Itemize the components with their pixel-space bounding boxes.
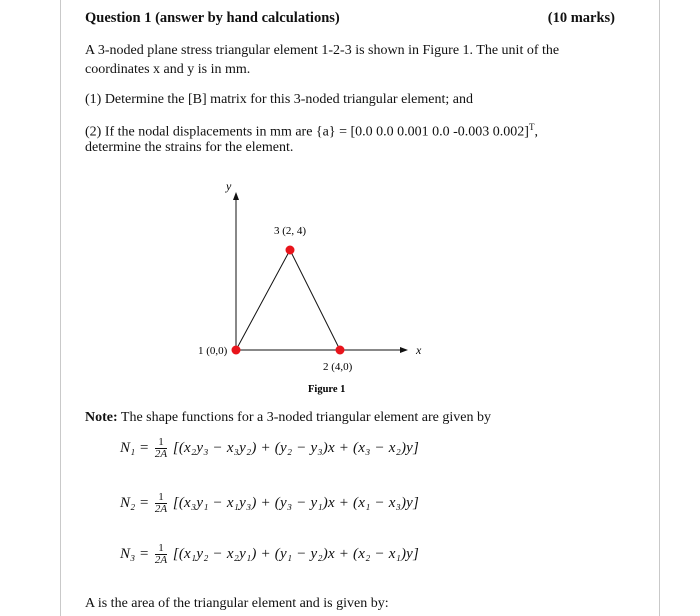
eq-numerator: 1: [155, 492, 167, 504]
eq-denominator: 2A: [154, 448, 168, 460]
part-2-tail: ,: [534, 124, 538, 140]
eq-rhs: [(x₁y₂ − x₂y₁) + (y₁ − y₂)x + (x₂ − x₁)y]: [172, 545, 420, 562]
eq-denominator: 2A: [154, 554, 168, 566]
shape-function-n1: [120, 437, 419, 460]
node-3: [286, 246, 295, 255]
shape-function-n2: [120, 492, 419, 515]
y-axis-arrow-icon: [233, 192, 239, 200]
eq-numerator: 1: [155, 437, 167, 449]
x-axis-arrow-icon: [400, 347, 408, 353]
eq-rhs: [(x₃y₁ − x₁y₃) + (y₃ − y₁)x + (x₁ − x₃)y]: [172, 494, 420, 511]
part-2-text: (2) If the nodal displacements in mm are {a} = [0.0 0.0 0.001 0.0 -0.003 0.002]: [85, 124, 529, 140]
node-1: [232, 346, 241, 355]
figure-caption: Figure 1: [308, 384, 346, 395]
eq-fraction: [155, 492, 167, 515]
node-1-label: 1 (0,0): [198, 345, 228, 357]
eq-fraction: [155, 437, 167, 460]
node-2: [336, 346, 345, 355]
transpose-superscript: T: [528, 122, 535, 132]
eq-lhs: N₁ =: [120, 439, 150, 456]
eq-numerator: 1: [155, 543, 167, 555]
triangle-element: [236, 250, 340, 350]
triangle-figure: [190, 178, 430, 398]
eq-fraction: [155, 543, 167, 566]
node-3-label: 3 (2, 4): [274, 225, 307, 237]
note-label: Note:: [85, 410, 118, 425]
shape-function-n3: [120, 543, 419, 566]
y-axis-label: y: [226, 179, 232, 193]
eq-rhs: [(x₂y₃ − x₃y₂) + (y₂ − y₃)x + (x₃ − x₂)y]: [172, 439, 420, 456]
area-text: A is the area of the triangular element and is given by:: [85, 596, 389, 611]
question-heading: Question 1 (answer by hand calculations): [85, 10, 340, 26]
eq-lhs: N₃ =: [120, 545, 150, 562]
x-axis-label: x: [416, 343, 422, 357]
part-1-text: (1) Determine the [B] matrix for this 3-noded triangular element; and: [85, 92, 473, 107]
note-text: The shape functions for a 3-noded triangular element are given by: [120, 410, 491, 425]
part-2-line-2: determine the strains for the element.: [85, 140, 294, 155]
question-marks: (10 marks): [547, 10, 615, 26]
note-line: [85, 408, 491, 427]
intro-line-1: A 3-noded plane stress triangular element 1-2-3 is shown in Figure 1. The unit of the: [85, 43, 560, 58]
intro-line-2: coordinates x and y is in mm.: [85, 62, 251, 77]
eq-lhs: N₂ =: [120, 494, 150, 511]
node-2-label: 2 (4,0): [323, 361, 353, 373]
eq-denominator: 2A: [154, 503, 168, 515]
